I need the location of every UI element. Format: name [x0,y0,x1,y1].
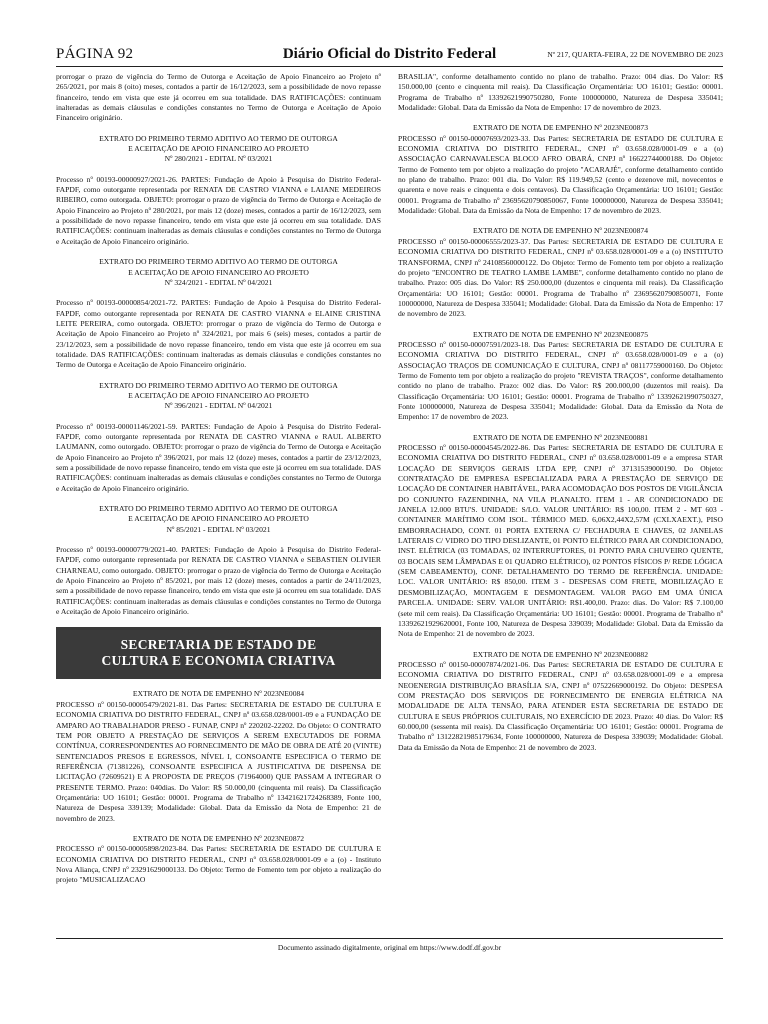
extract-body: Processo nº 00193-00001146/2021-59. PARTES: Fundação de Apoio à Pesquisa do Distrito Federal-FAPDF, como outorgante representada por RENATA DE CASTRO VIANNA e RAUL ALBERTO LAUMANN, como outorgado. OBJETO: prorrogar o prazo de vigência do Termo de Outorga e Aceitação de Apoio Financeiro ao Projeto nº 396/2021, por mais 12 (doze) meses, contados a partir de 23/12/2023, sem a possibilidade de novo repasse financeiro, tendo em vista que este já ocorreu em sua totalidade. DAS RATIFICAÇÕES: continuam inalteradas as demais cláusulas e condições constantes no Termo de Outorga e Aceitação de Apoio Financeiro originário. [56,421,381,493]
header-rule [56,66,723,67]
note-body: PROCESSO nº 00150-00004545/2022-86. Das Partes: SECRETARIA DE ESTADO DE CULTURA E ECONOMIA CRIATIVA DO DISTRITO FEDERAL, CNPJ nº 03.658.028/0001-09 e a empresa STAR LOCAÇÃO DE SERVIÇOS GERAIS LTDA EPP, CNPJ nº 37131539000190. Do Objeto: CONTRATAÇÃO DE EMPRESA ESPECIALIZADA PARA A PRESTAÇÃO DE SERVIÇO DE LOCAÇÃO DE CONTAINER HABITÁVEL, PARA ACOMODAÇÃO DOS POSTOS DE VIGILÂNCIA DO CONJUNTO FAZENDINHA, NA VILA PLANALTO. ITEM 1 - AR CONDICIONADO DE JANELA 12.000 BTU'S. UNIDADE: S/LO. VALOR UNITÁRIO: R$ 100,00. ITEM 2 - MT 603 - CONTAINER MARÍTIMO COM ISOL. TÉRMICO MED. 6,06X2,44X2,57M (CXLXAEXT.), PISO EMBORRACHADO, CONT. 01 PORTA EXTERNA C/ FECHADURA E CHAVES, 02 JANELAS LATERAIS C/ VIDRO DO TIPO DESLIZANTE, 01 PONTO ELÉTRICO PARA AR CONDICIONADO, INST. ELÉTRICA (03 TOMADAS, 02 INTERRUPTORES, 01 PONTO PARA CHUVEIRO QUENTE, 03 BOCAIS SEM LÂMPADAS E 01 QUADRO ELÉTRICO), 02 PONTOS FÍSICOS P/ REDE LÓGICA (SEM CABEAMENTO), CONF. DETALHAMENTO DO TERMO DE REFERÊNCIA. UNIDADE: LOC. VALOR UNITÁRIO: R$ 850,00. ITEM 3 - DESPESAS COM FRETE, MOBILIZAÇÃO E DESMOBILIZAÇÃO, MONTAGEM E DESMONTAGEM. VALOR PAGO EM UMA ÚNICA PARCELA. UNIDADE: SERV. VALOR UNITÁRIO: R$1.400,00. Prazo: dias. Do Valor: R$ 7.100,00 (sete mil cem reais). Da Classificação Orçamentária: UO 16101; Gestão: 00001. Programa de Trabalho nº 13392621929620001, Fonte 100, Natureza de Despesa 339039; Modalidade: Global. Data da Emissão da Nota de Empenho: 21 de novembro de 2023. [398,443,723,639]
extract-title-line: EXTRATO DO PRIMEIRO TERMO ADITIVO AO TERMO DE OUTORGA [99,504,338,514]
extract-396 [56,381,381,494]
section-banner [56,627,381,679]
section-banner-line: CULTURA E ECONOMIA CRIATIVA [101,653,336,669]
note-body: PROCESSO nº 00150-00005898/2023-84. Das Partes: SECRETARIA DE ESTADO DE CULTURA E ECONOMIA CRIATIVA DO DISTRITO FEDERAL, CNPJ nº 03.658.028/0001-09 e a (o) - Instituto Nova Aliança, CNPJ nº 23291629000133. Do Objeto: Termo de Fomento tem por objeto a realização do projeto "MUSICALIZACAO [56,844,381,885]
extract-title-line: E ACEITAÇÃO DE APOIO FINANCEIRO AO PROJETO [128,390,309,400]
extract-title [56,381,381,412]
extract-title-line: E ACEITAÇÃO DE APOIO FINANCEIRO AO PROJETO [128,514,309,524]
extract-title-line: Nº 324/2021 - EDITAL Nº 04/2021 [164,277,273,287]
extract-title-line: EXTRATO DO PRIMEIRO TERMO ADITIVO AO TERMO DE OUTORGA [99,257,338,267]
extract-title-line: E ACEITAÇÃO DE APOIO FINANCEIRO AO PROJETO [128,144,309,154]
note-body: PROCESSO nº 00150-00007591/2023-18. Das Partes: SECRETARIA DE ESTADO DE CULTURA E ECONOMIA CRIATIVA DO DISTRITO FEDERAL, CNPJ nº 03.658.028/0001-09 e a (o) ASSOCIAÇÃO TRAÇOS DE COMUNICAÇÃO E CULTURA, CNPJ nº 08117759000160. Do Objeto: Termo de Fomento tem por objeto a realização do projeto "REVISTA TRAÇOS", conforme detalhamento contido no plano de trabalho. Prazo: 002 dias. Do Valor: R$ 200.000,00 (duzentos mil reais). Da Classificação Orçamentária: UO 16101; Gestão: 00001. Programa de Trabalho nº 13392621990750327, Fonte 100000000, Natureza de Despesa 335041; Modalidade: Global. Data da Emissão da Nota de Empenho: 17 de novembro de 2023. [398,339,723,422]
extract-title-line: E ACEITAÇÃO DE APOIO FINANCEIRO AO PROJETO [128,267,309,277]
extract-title [56,134,381,165]
journal-title: Diário Oficial do Distrito Federal [282,46,497,62]
extract-body: Processo nº 00193-00000927/2021-26. PARTES: Fundação de Apoio à Pesquisa do Distrito Federal-FAPDF, como outorgante representada por RENATA DE CASTRO VIANNA e LAIANE MEDEIROS RIBEIRO, como outorgada. OBJETO: prorrogar o prazo de vigência do Termo de Outorga e Aceitação de Apoio Financeiro ao Projeto nº 280/2021, por mais 12 (doze) meses, contados a partir de 16/12/2023, sem a possibilidade de novo repasse financeiro, tendo em vista que este já ocorreu em sua totalidade. DAS RATIFICAÇÕES: continuam inalteradas as demais cláusulas e condições constantes no Termo de Outorga e Aceitação de Apoio Financeiro originário. [56,174,381,246]
continuation-paragraph: BRASILIA", conforme detalhamento contido no plano de trabalho. Prazo: 004 dias. Do Valor: R$ 150.000,00 (cento e cinquenta mil reais). Da Classificação Orçamentária: UO 16101; Gestão: 00001. Programa de Trabalho nº 13392621990750280, Fonte 100000000, Natureza de Despesa 335041; Modalidade: Global. Data da Emissão da Nota de Empenho: 17 de novembro de 2023. [398,72,723,113]
note-body: PROCESSO nº 00150-00005479/2021-81. Das Partes: SECRETARIA DE ESTADO DE CULTURA E ECONOMIA CRIATIVA DO DISTRITO FEDERAL, CNPJ nº 03.658.028/0001-09 e a FUNDAÇÃO DE AMPARO AO TRABALHADOR PRESO - FUNAP, CNPJ nº 220202-22202. Do Objeto: O CONTRATO TEM POR OBJETO A PRESTAÇÃO DE SERVIÇOS A SEREM EXECUTADOS DE FORMA CONTÍNUA, CORRESPONDENTES AO FORNECIMENTO DE MÃO DE OBRA DE ATÉ 20 (VINTE) SENTENCIADOS PRESOS E EGRESSOS, NÍVEL I, CONSOANTE ESPECIFICA O TERMO DE REFERÊNCIA (71381226), CONSOANTE ESPECIFICA A JUSTIFICATIVA DE DISPENSA DE LICITAÇÃO (72609521) E A PROPOSTA DE PREÇOS (71964000) QUE PASSAM A INTEGRAR O PRESENTE TERMO. Prazo: 040dias. Do Valor: R$ 50.000,00 (cinquenta mil reais). Da Classificação Orçamentária: UO 16101; Gestão: 00001. Programa de Trabalho nº 13421621724268389, Fonte 100, Natureza de Despesa 339139; Modalidade: Global. Data da Emissão da Nota de Empenho: 21 de novembro de 2023. [56,699,381,823]
note-title: EXTRATO DE NOTA DE EMPENHO Nº 2023NE00873 [473,123,648,133]
note-title: EXTRATO DE NOTA DE EMPENHO Nº 2023NE00882 [473,649,648,659]
issue-info: Nº 217, QUARTA-FEIRA, 22 DE NOVEMBRO DE 2023 [547,50,723,59]
extract-title-line: Nº 396/2021 - EDITAL Nº 04/2021 [164,401,273,411]
page-number: PÁGINA 92 [56,46,134,62]
section-banner-line: SECRETARIA DE ESTADO DE [120,637,317,653]
extract-title-line: EXTRATO DO PRIMEIRO TERMO ADITIVO AO TERMO DE OUTORGA [99,380,338,390]
extract-title-line: Nº 85/2021 - EDITAL Nº 03/2021 [166,524,271,534]
extract-body: Processo nº 00193-00000854/2021-72. PARTES: Fundação de Apoio à Pesquisa do Distrito Federal-FAPDF, como outorgante representada por RENATA DE CASTRO VIANNA e ELAINE CRISTINA LEITE PEREIRA, como outorgada. OBJETO: prorrogar o prazo de vigência do Termo de Outorga e Aceitação de Apoio Financeiro ao Projeto nº 324/2021, por mais 6 (seis) meses, contados a partir de 23/12/2023, sem a possibilidade de novo repasse financeiro, tendo em vista que este já ocorreu em sua totalidade. DAS RATIFICAÇÕES: continuam inalteradas as demais cláusulas e condições constantes no Termo de Outorga e Aceitação de Apoio Financeiro originário. [56,298,381,370]
note-title: EXTRATO DE NOTA DE EMPENHO Nº 2023NE00874 [473,226,648,236]
footer-note: Documento assinado digitalmente, original em https://www.dodf.df.gov.br [277,943,502,952]
extract-title-line: EXTRATO DO PRIMEIRO TERMO ADITIVO AO TERMO DE OUTORGA [99,133,338,143]
footer-rule [56,938,723,939]
note-body: PROCESSO nº 00150-00006555/2023-37. Das Partes: SECRETARIA DE ESTADO DE CULTURA E ECONOMIA CRIATIVA DO DISTRITO FEDERAL, CNPJ nº 03.658.028/0001-09 e a (o) INSTITUTO TRANSFORMA, CNPJ nº 24108560000122. Do Objeto: Termo de Fomento tem por objeto a realização do projeto "ENCONTRO DE TEATRO LAMBE LAMBE", conforme detalhamento contido no plano de trabalho. Prazo: 005 dias. Do Valor: R$ 250.000,00 (duzentos e cinquenta mil reais). Da Classificação Orçamentária: UO 16101; Gestão: 00001. Programa de Trabalho nº 23695620790850071, Fonte 100000000, Natureza de Despesa 335041; Modalidade: Global. Data da Emissão da Nota de Empenho: 17 de novembro de 2023. [398,236,723,319]
extract-280 [56,134,381,247]
note-00873 [398,123,723,216]
extract-324 [56,257,381,370]
note-0872 [56,834,381,886]
note-title: EXTRATO DE NOTA DE EMPENHO Nº 2023NE00875 [473,329,648,339]
note-title: EXTRATO DE NOTA DE EMPENHO Nº 2023NE00881 [473,432,648,442]
note-00874 [398,226,723,319]
page-header [56,44,723,64]
left-column [56,72,381,934]
note-00881 [398,433,723,640]
note-00882 [398,650,723,753]
extract-title-line: Nº 280/2021 - EDITAL Nº 03/2021 [164,154,273,164]
note-body: PROCESSO nº 00150-00007693/2023-33. Das Partes: SECRETARIA DE ESTADO DE CULTURA E ECONOMIA CRIATIVA DO DISTRITO FEDERAL, CNPJ nº 03.658.028/0001-09 e a (o) ASSOCIAÇÃO CARNAVALESCA BLOCO AFRO OBARÁ, CNPJ nº 16622744000188. Do Objeto: Termo de Fomento tem por objeto a realização do projeto "ACARAJÉ", conforme detalhamento contido no plano de trabalho. Prazo: 001 dia. Do Valor: R$ 119.949,52 (cento e dezenove mil, novecentos e quarenta e nove reais e cinquenta e dois centavos). Da Classificação Orçamentária: UO 16101; Gestão: 00001. Programa de Trabalho nº 23695620790850067, Fonte 100000000, Natureza de Despesa 335041; Modalidade: Global. Data da Emissão da Nota de Empenho: 17 de novembro de 2023. [398,133,723,216]
note-title: EXTRATO DE NOTA DE EMPENHO Nº 2023NE0084 [132,689,305,699]
note-title: EXTRATO DE NOTA DE EMPENHO Nº 2023NE0872 [132,833,305,843]
extract-title [56,504,381,535]
extract-85 [56,504,381,617]
extract-body: Processo nº 00193-00000779/2021-40. PARTES: Fundação de Apoio à Pesquisa do Distrito Federal-FAPDF, como outorgante representada por RENATA DE CASTRO VIANNA e SEBASTIEN OLIVIER CHARNEAU, como outorgado. OBJETO: prorrogar o prazo de vigência do Termo de Outorga e Aceitação de Apoio Financeiro ao Projeto nº 85/2021, por mais 12 (doze) meses, contados a partir de 24/11/2023, sem a possibilidade de novo repasse financeiro, tendo em vista que este já ocorreu em sua totalidade. DAS RATIFICAÇÕES: continuam inalteradas as demais cláusulas e condições constantes no Termo de Outorga e Aceitação de Apoio Financeiro originário. [56,545,381,617]
note-00875 [398,330,723,423]
note-body: PROCESSO nº 00150-00007874/2021-06. Das Partes: SECRETARIA DE ESTADO DE CULTURA E ECONOMIA CRIATIVA DO DISTRITO FEDERAL, CNPJ nº 03.658.028/0001-09 e a empresa NEOENERGIA DISTRIBUIÇÃO BRASÍLIA S/A, CNPJ nº 07522669000192. Do Objeto: DESPESA COM PRESTAÇÃO DOS SERVIÇOS DE FORNECIMENTO DE ENERGIA ELÉTRICA NA MODALIDADE DE ALTA TENSÃO, PARA ATENDER ESTA SECRETARIA DE ESTADO DE CULTURA E SEUS PRÓPRIOS CULTURAIS, NO EXERCÍCIO DE 2023. Prazo: 40 dias. Do Valor: R$ 60.000,00 (sessenta mil reais). Da Classificação Orçamentária: UO 16101; Gestão: 00001. Programa de Trabalho nº 13122821985179634, Fonte 100000000, Natureza de Despesa 339039; Modalidade: Global. Data da Emissão da Nota de Empenho: 21 de novembro de 2023. [398,659,723,752]
right-column [398,72,723,934]
extract-title [56,257,381,288]
note-0084 [56,689,381,823]
intro-paragraph: prorrogar o prazo de vigência do Termo de Outorga e Aceitação de Apoio Financeiro ao Projeto nº 265/2021, por mais 8 (oito) meses, contados a partir de 16/12/2023, sem a possibilidade de novo repasse financeiro, tendo em vista que este já ocorreu em sua totalidade. DAS RATIFICAÇÕES: continuam inalteradas as demais cláusulas e condições constantes no Termo de Outorga e Aceitação de Apoio Financeiro originário. [56,72,381,123]
